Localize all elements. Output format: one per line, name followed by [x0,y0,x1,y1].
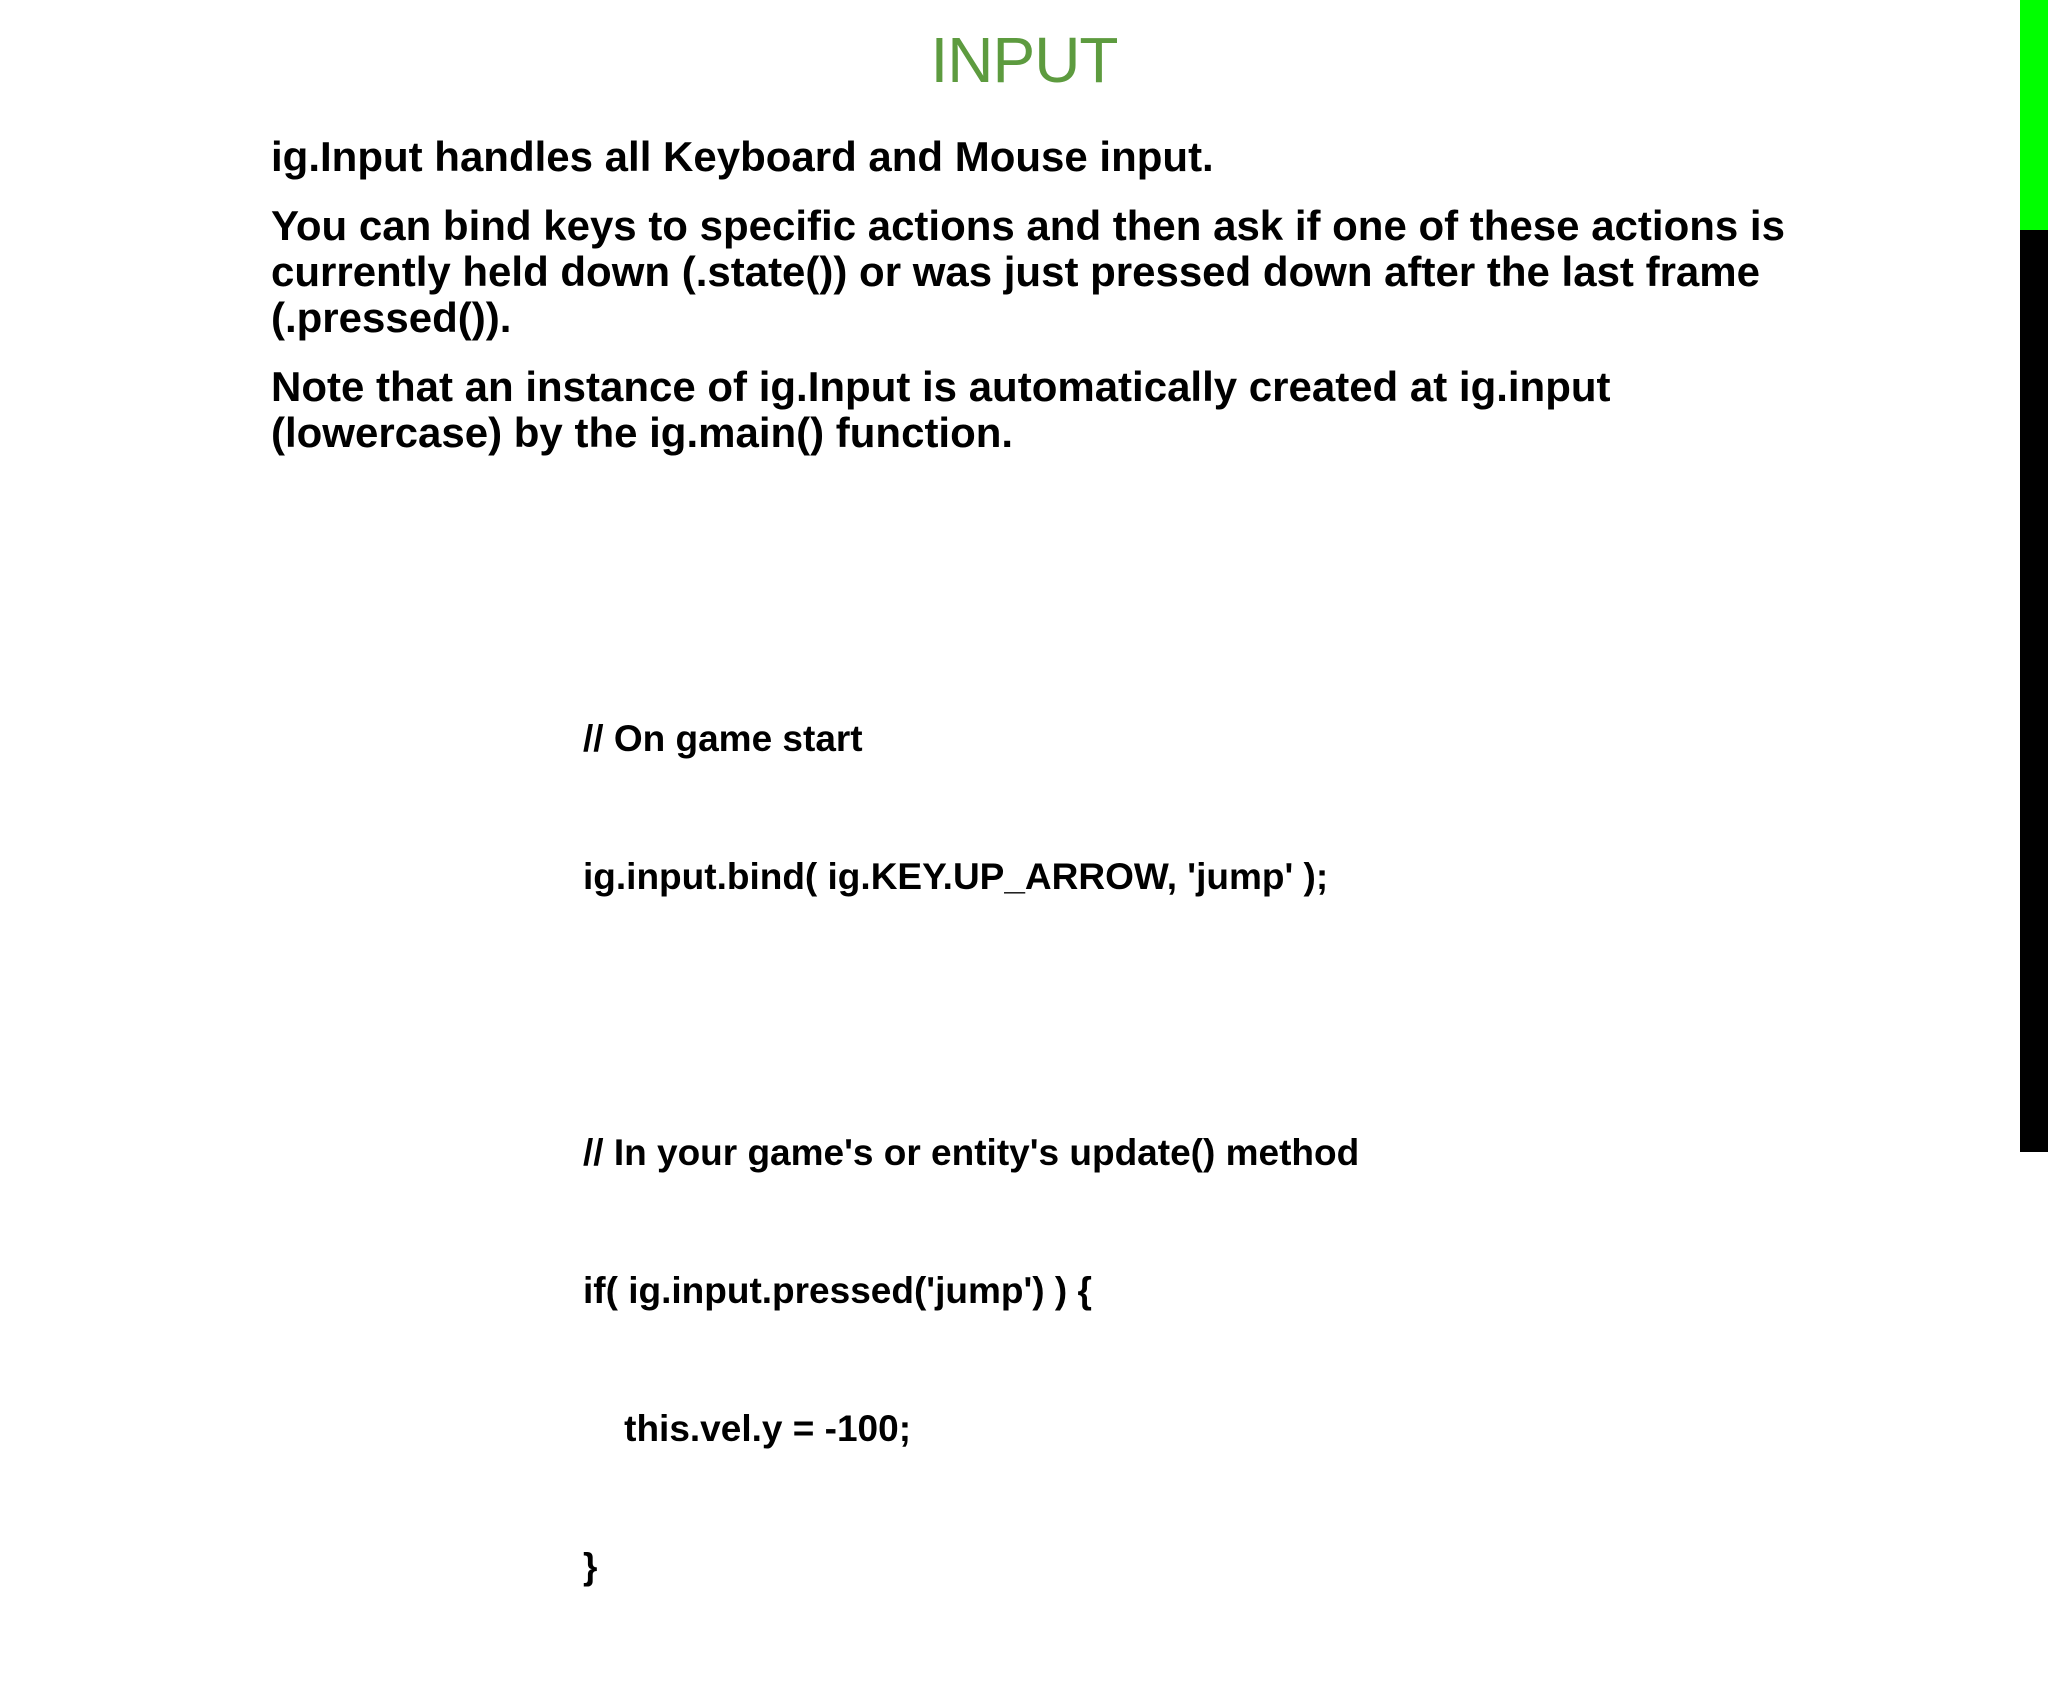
code-line: // In your game's or entity's update() method [583,1132,1360,1173]
paragraph-intro: ig.Input handles all Keyboard and Mouse input. [271,133,1214,180]
code-line: this.vel.y = -100; [583,1408,912,1449]
code-block [583,624,1483,1682]
code-line [583,992,1483,1038]
slide-body [271,134,1791,479]
paragraph-instance-note: Note that an instance of ig.Input is automatically created at ig.input (lowercase) by the ig.main() function. [271,363,1611,456]
code-line: // On game start [583,718,863,759]
slide-sidebar-bar [2020,0,2048,1152]
slide-title: INPUT [930,24,1118,96]
paragraph-bind-keys: You can bind keys to specific actions and then ask if one of these actions is currently held down (.state()) or was just pressed down after the last frame (.pressed()). [271,202,1785,341]
code-line: ig.input.bind( ig.KEY.UP_ARROW, 'jump' ); [583,856,1329,897]
code-line: if( ig.input.pressed('jump') ) { [583,1270,1092,1311]
code-line: } [583,1546,598,1587]
sidebar-accent-bar [2020,0,2048,230]
